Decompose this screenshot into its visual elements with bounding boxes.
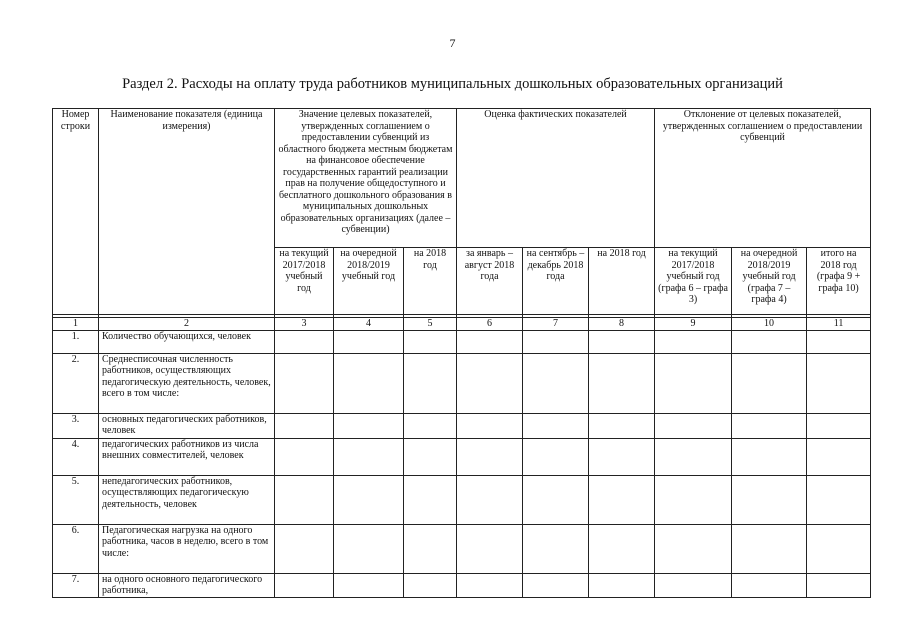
data-cell[interactable]: [275, 475, 334, 524]
table-row: [53, 475, 871, 524]
row-label: Количество обучающихся, человек: [99, 330, 275, 353]
data-cell[interactable]: [404, 330, 457, 353]
header-row-number: Номер строки: [53, 109, 99, 315]
data-cell[interactable]: [732, 353, 807, 413]
data-cell[interactable]: [334, 524, 404, 573]
data-cell[interactable]: [655, 475, 732, 524]
data-cell[interactable]: [275, 330, 334, 353]
row-label: на одного основного педагогического работника,: [99, 573, 275, 597]
column-number: 9: [655, 318, 732, 331]
column-number: 1: [53, 318, 99, 331]
data-cell[interactable]: [589, 573, 655, 597]
data-cell[interactable]: [523, 573, 589, 597]
data-cell[interactable]: [275, 573, 334, 597]
data-cell[interactable]: [589, 413, 655, 438]
page-number: 7: [449, 36, 456, 50]
data-cell[interactable]: [589, 475, 655, 524]
data-cell[interactable]: [732, 413, 807, 438]
data-cell[interactable]: [457, 475, 523, 524]
row-number: 7.: [53, 573, 99, 597]
data-cell[interactable]: [334, 438, 404, 475]
data-cell[interactable]: [457, 573, 523, 597]
data-cell[interactable]: [589, 524, 655, 573]
header-target-values: Значение целевых показателей, утвержденных соглашением о предоставлении субвенций из областного бюджета местным бюджетам на финансовое обеспечение государственных гарантий реализации прав на получение общедоступного и бесплатного дошкольного образования в муниципальных дошкольных образовательных организациях (далее – субвенции): [275, 109, 457, 248]
row-number: 5.: [53, 475, 99, 524]
column-number: 8: [589, 318, 655, 331]
data-cell[interactable]: [404, 524, 457, 573]
row-label: педагогических работников из числа внешних совместителей, человек: [99, 438, 275, 475]
data-cell[interactable]: [732, 330, 807, 353]
header-actual-estimate: Оценка фактических показателей: [457, 109, 655, 248]
data-cell[interactable]: [404, 573, 457, 597]
row-number: 2.: [53, 353, 99, 413]
row-number: 1.: [53, 330, 99, 353]
data-cell[interactable]: [404, 353, 457, 413]
data-cell[interactable]: [334, 353, 404, 413]
data-cell[interactable]: [457, 330, 523, 353]
data-cell[interactable]: [732, 475, 807, 524]
data-cell[interactable]: [655, 353, 732, 413]
header-deviation: Отклонение от целевых показателей, утвержденных соглашением о предоставлении субвенций: [655, 109, 871, 248]
data-cell[interactable]: [732, 524, 807, 573]
data-cell[interactable]: [523, 353, 589, 413]
data-cell[interactable]: [334, 475, 404, 524]
data-cell[interactable]: [523, 330, 589, 353]
data-cell[interactable]: [807, 438, 871, 475]
data-cell[interactable]: [807, 573, 871, 597]
data-cell[interactable]: [655, 330, 732, 353]
table-row: [53, 573, 871, 597]
data-cell[interactable]: [655, 524, 732, 573]
header-sub-col-4: на очередной 2018/2019 учебный год: [334, 248, 404, 315]
data-cell[interactable]: [275, 524, 334, 573]
header-sub-col-9: на текущий 2017/2018 учебный год (графа 6 – графа 3): [655, 248, 732, 315]
row-number: 4.: [53, 438, 99, 475]
row-number: 3.: [53, 413, 99, 438]
column-number: 2: [99, 318, 275, 331]
data-cell[interactable]: [523, 413, 589, 438]
header-sub-col-5: на 2018 год: [404, 248, 457, 315]
header-sub-col-3: на текущий 2017/2018 учебный год: [275, 248, 334, 315]
data-cell[interactable]: [275, 413, 334, 438]
data-cell[interactable]: [457, 413, 523, 438]
column-number: 7: [523, 318, 589, 331]
data-cell[interactable]: [334, 330, 404, 353]
data-cell[interactable]: [732, 573, 807, 597]
data-cell[interactable]: [457, 524, 523, 573]
row-label: Педагогическая нагрузка на одного работника, часов в неделю, всего в том числе:: [99, 524, 275, 573]
table-row: [53, 353, 871, 413]
data-cell[interactable]: [523, 438, 589, 475]
column-number: 11: [807, 318, 871, 331]
data-cell[interactable]: [404, 438, 457, 475]
data-cell[interactable]: [655, 438, 732, 475]
table-row: [53, 438, 871, 475]
data-cell[interactable]: [334, 573, 404, 597]
data-cell[interactable]: [523, 524, 589, 573]
data-cell[interactable]: [807, 524, 871, 573]
data-cell[interactable]: [334, 413, 404, 438]
column-number: 4: [334, 318, 404, 331]
report-table: [52, 108, 871, 598]
table-row: [53, 330, 871, 353]
header-sub-col-8: на 2018 год: [589, 248, 655, 315]
section-title: Раздел 2. Расходы на оплату труда работников муниципальных дошкольных образовательных организаций: [122, 76, 783, 92]
header-sub-col-10: на очередной 2018/2019 учебный год (графа 7 – графа 4): [732, 248, 807, 315]
data-cell[interactable]: [807, 353, 871, 413]
table-row: [53, 413, 871, 438]
table-row: [53, 524, 871, 573]
header-sub-col-11: итого на 2018 год (графа 9 + графа 10): [807, 248, 871, 315]
data-cell[interactable]: [807, 413, 871, 438]
data-cell[interactable]: [275, 438, 334, 475]
row-label: Среднесписочная численность работников, осуществляющих педагогическую деятельность, человек, всего в том числе:: [99, 353, 275, 413]
data-cell[interactable]: [655, 413, 732, 438]
data-cell[interactable]: [457, 353, 523, 413]
header-row-main: [53, 109, 871, 248]
data-cell[interactable]: [523, 475, 589, 524]
row-label: основных педагогических работников, человек: [99, 413, 275, 438]
column-number: 10: [732, 318, 807, 331]
data-cell[interactable]: [589, 330, 655, 353]
data-cell[interactable]: [404, 475, 457, 524]
row-label: непедагогических работников, осуществляющих педагогическую деятельность, человек: [99, 475, 275, 524]
column-number: 3: [275, 318, 334, 331]
data-cell[interactable]: [807, 330, 871, 353]
data-cell[interactable]: [457, 438, 523, 475]
data-cell[interactable]: [404, 413, 457, 438]
header-sub-col-6: за январь – август 2018 года: [457, 248, 523, 315]
column-number: 5: [404, 318, 457, 331]
data-cell[interactable]: [807, 475, 871, 524]
data-cell[interactable]: [275, 353, 334, 413]
row-number: 6.: [53, 524, 99, 573]
column-number: 6: [457, 318, 523, 331]
data-cell[interactable]: [589, 438, 655, 475]
data-cell[interactable]: [655, 573, 732, 597]
header-indicator-name: Наименование показателя (единица измерения): [99, 109, 275, 315]
header-sub-col-7: на сентябрь – декабрь 2018 года: [523, 248, 589, 315]
data-cell[interactable]: [732, 438, 807, 475]
data-cell[interactable]: [589, 353, 655, 413]
column-number-row: [53, 318, 871, 331]
